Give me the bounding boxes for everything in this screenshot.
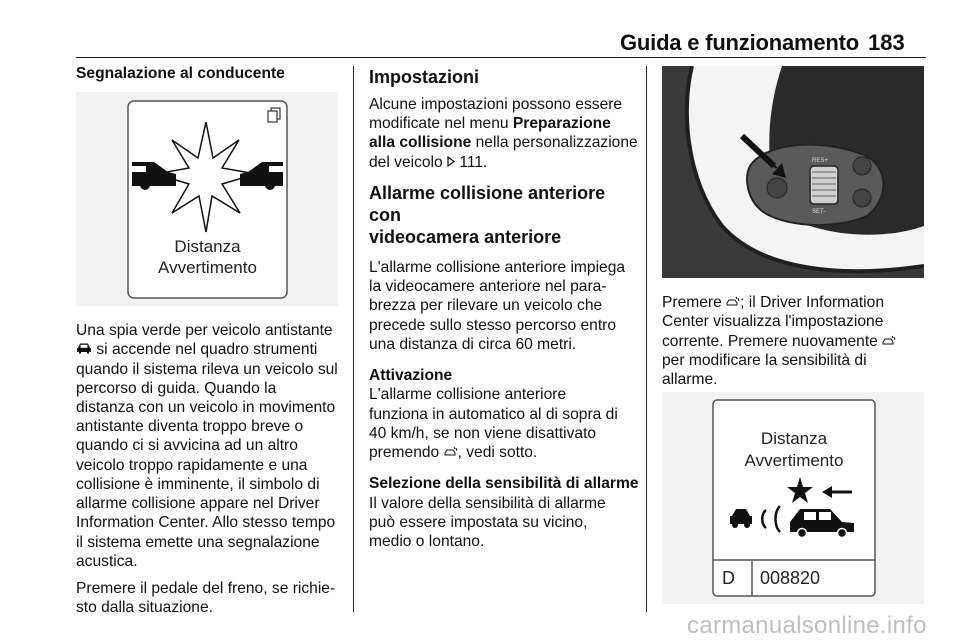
- page-reference: 111.: [455, 153, 488, 171]
- paragraph-line: funziona in automatico al di sopra di: [369, 405, 618, 423]
- gear-indicator: D: [722, 568, 735, 588]
- paragraph-line: allarme collisione appare nel Driver: [76, 495, 320, 513]
- paragraph-line: brezza per rilevare un veicolo che: [369, 297, 603, 315]
- paragraph-line: veicolo troppo rapidamente e una: [76, 456, 308, 474]
- steering-wheel-image: [662, 66, 924, 278]
- paragraph-line: quando il sistema rileva un veicolo sul: [76, 360, 338, 378]
- paragraph-line: antistante diventa troppo breve o: [76, 418, 304, 436]
- res-label: RES+: [812, 158, 828, 164]
- page-header-title: Guida e funzionamento: [620, 30, 860, 55]
- text-fragment: nella personalizzazione: [471, 134, 638, 152]
- paragraph-line: la videocamere anteriore nel para‐: [369, 278, 607, 296]
- paragraph-line: Information Center. Allo stesso tempo: [76, 514, 336, 532]
- paragraph-line: Premere il pedale del freno, se richie‐: [76, 579, 336, 597]
- text-fragment: ; il Driver Information: [740, 294, 884, 311]
- figure-steering-wheel: [662, 66, 924, 278]
- paragraph-line: sto dalla situazione.: [76, 599, 213, 617]
- section-heading-driver-alert: Segnalazione al conducente: [76, 65, 285, 82]
- paragraph-line: precede sullo stesso percorso entro: [369, 316, 617, 334]
- text-fragment: corrente. Premere nuovamente: [662, 332, 883, 350]
- page-number: 183: [868, 30, 905, 55]
- column-1: [76, 64, 346, 83]
- paragraph-line: Alcune impostazioni possono essere: [369, 96, 623, 113]
- paragraph-line: L'allarme collisione anteriore: [369, 386, 567, 404]
- section-heading-forward-collision-line2: videocamera anteriore: [369, 227, 562, 248]
- column-3-body: [662, 293, 924, 390]
- paragraph-line: distanza con un veicolo in movimento: [76, 399, 336, 417]
- figure-collision-alert: [76, 92, 338, 306]
- paragraph-line: il sistema emette una segnalazione: [76, 533, 320, 551]
- paragraph-line: allarme.: [662, 371, 718, 389]
- paragraph-line: si accende nel quadro strumenti: [96, 341, 318, 359]
- subheading-sensitivity: Selezione della sensibilità di allarme: [369, 475, 639, 493]
- text-fragment: del veicolo: [369, 153, 448, 171]
- set-label: SET-: [812, 209, 826, 215]
- text-fragment: premendo: [369, 443, 444, 461]
- paragraph-line: quando ci si avvicina ad un altro: [76, 437, 298, 455]
- paragraph-line: acustica.: [76, 552, 138, 570]
- column-2: [369, 66, 639, 551]
- paragraph-line: L'allarme collisione anteriore impiega: [369, 259, 626, 277]
- paragraph-line: può essere impostata su vicino,: [369, 513, 588, 531]
- paragraph-line: Il valore della sensibilità di allarme: [369, 494, 606, 512]
- menu-name-bold: alla collisione: [369, 134, 472, 152]
- column-divider-1: [353, 66, 354, 612]
- figure1-label-line2: Avvertimento: [158, 258, 257, 277]
- menu-name-bold: Preparazione: [512, 115, 611, 133]
- collision-alert-button-icon: [882, 332, 896, 351]
- column-1-body: [76, 321, 348, 617]
- paragraph-line: Una spia verde per veicolo antistante: [76, 322, 333, 339]
- section-heading-settings: Impostazioni: [369, 67, 480, 87]
- paragraph-line: collisione è imminente, il simbolo di: [76, 475, 320, 493]
- paragraph-line: medio o lontano.: [369, 532, 485, 550]
- text-fragment: modificate nel menu: [369, 115, 513, 133]
- car-icon: [76, 340, 92, 359]
- page-reference-triangle-icon: [447, 153, 455, 172]
- figure1-label-line1: Distanza: [174, 237, 241, 256]
- section-heading-forward-collision: Allarme collisione anteriore con: [369, 183, 606, 226]
- text-fragment: , vedi sotto.: [457, 443, 538, 461]
- text-fragment: Premere: [662, 294, 727, 311]
- odometer-value: 008820: [760, 568, 821, 588]
- column-divider-2: [646, 66, 647, 612]
- paragraph-line: una distanza di circa 60 metri.: [369, 335, 577, 353]
- paragraph-line: Center visualizza l'impostazione: [662, 313, 884, 331]
- figure2-label-line1: Distanza: [760, 429, 828, 448]
- figure2-label-line2: Avvertimento: [744, 451, 844, 470]
- figure-dic-display: [662, 392, 924, 604]
- paragraph-line: 40 km/h, se non viene disattivato: [369, 424, 597, 442]
- subheading-activation: Attivazione: [369, 367, 453, 385]
- collision-alert-button-icon: [726, 293, 740, 312]
- watermark: carmanualsonline.info: [687, 612, 927, 639]
- header-rule: [76, 57, 926, 58]
- paragraph-line: percorso di guida. Quando la: [76, 379, 277, 397]
- collision-alert-button-icon: [444, 443, 458, 462]
- paragraph-line: per modificare la sensibilità di: [662, 352, 867, 370]
